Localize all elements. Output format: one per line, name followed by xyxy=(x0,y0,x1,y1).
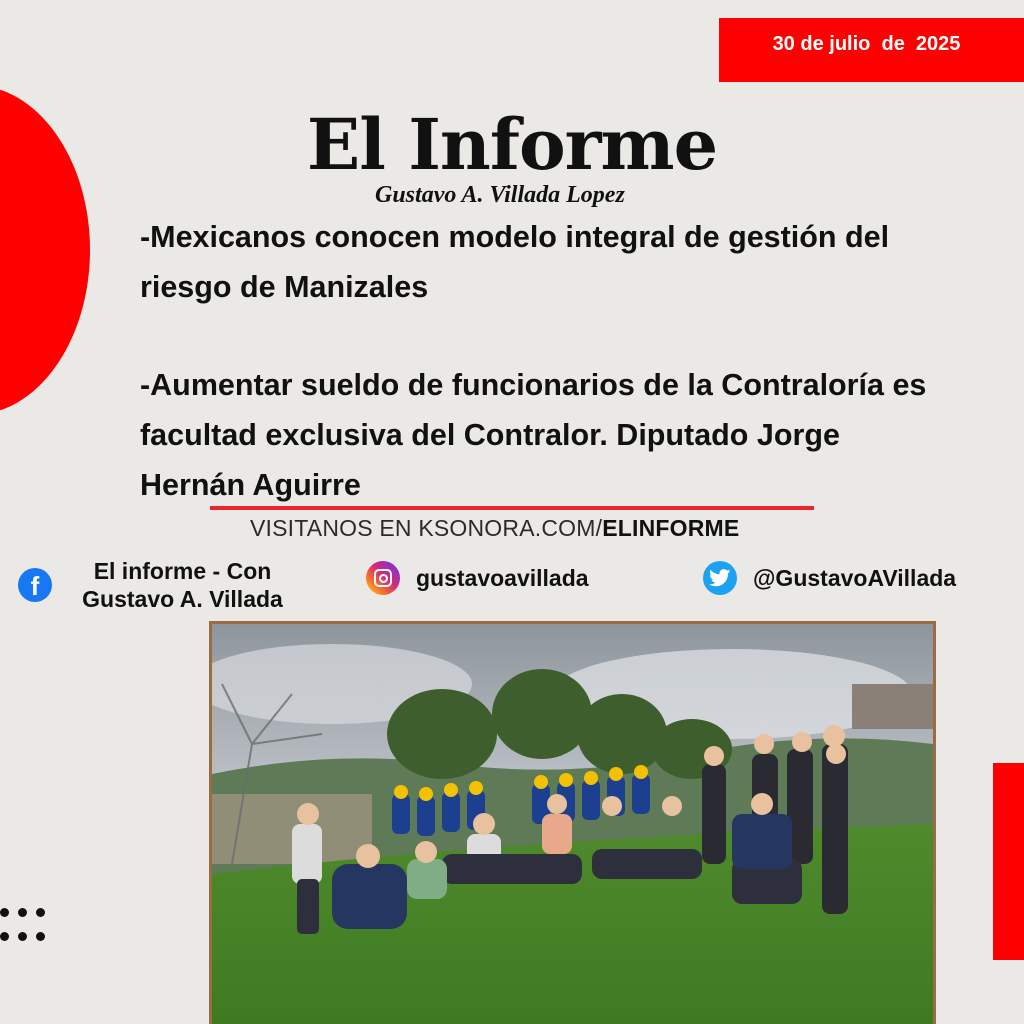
decorative-dots xyxy=(0,908,60,948)
news-photo xyxy=(209,621,936,1024)
visit-link[interactable] xyxy=(250,515,739,542)
instagram-link[interactable] xyxy=(366,561,589,595)
facebook-label-line2: Gustavo A. Villada xyxy=(82,586,283,612)
decorative-red-bar xyxy=(993,763,1024,960)
divider-rule xyxy=(210,506,814,510)
headline-2: -Aumentar sueldo de funcionarios de la Contraloría es facultad exclusiva del Contralor. Diputado Jorge Hernán Aguirre xyxy=(140,368,927,502)
date-label: 30 de julio de 2025 xyxy=(772,33,961,55)
facebook-label xyxy=(60,557,305,613)
twitter-icon xyxy=(703,561,737,595)
headline-1: -Mexicanos conocen modelo integral de gestión del riesgo de Manizales xyxy=(140,220,890,304)
facebook-label-line1: El informe - Con xyxy=(93,558,272,584)
twitter-link[interactable] xyxy=(703,561,956,595)
visit-prefix: VISITANOS EN KSONORA.COM/ xyxy=(250,515,603,541)
instagram-icon xyxy=(366,561,400,595)
visit-bold: ELINFORME xyxy=(602,515,740,541)
facebook-link[interactable] xyxy=(18,557,305,613)
instagram-handle: gustavoavillada xyxy=(416,564,589,591)
facebook-icon: f xyxy=(18,568,52,602)
twitter-handle: @GustavoAVillada xyxy=(753,564,957,591)
brand-title: El Informe xyxy=(306,103,718,186)
date-banner xyxy=(719,18,1024,82)
group-photo xyxy=(212,624,933,1024)
brand-subtitle: Gustavo A. Villada Lopez xyxy=(375,182,625,208)
